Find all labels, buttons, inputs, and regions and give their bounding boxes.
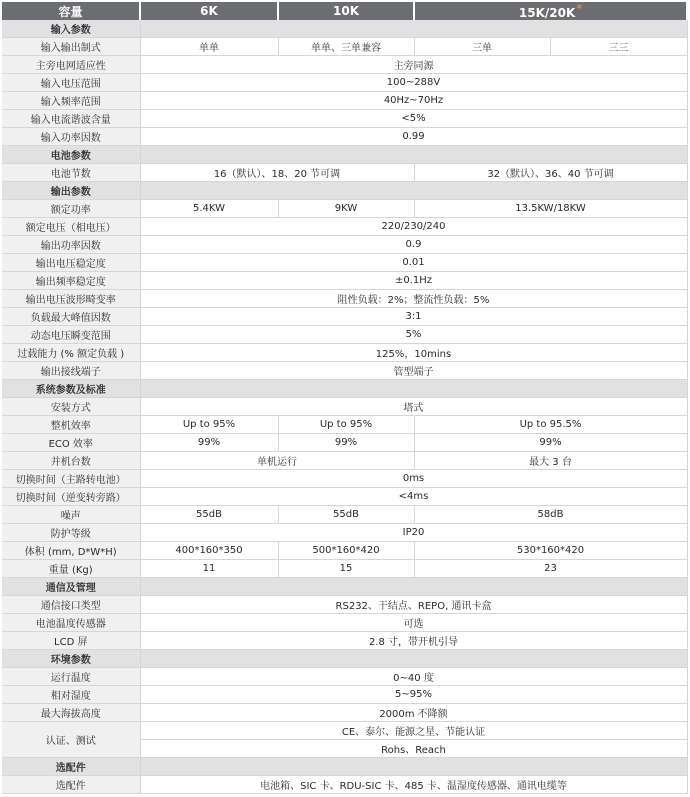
table-row bbox=[2, 614, 687, 632]
section-title-comm: 通信及管理 bbox=[2, 578, 140, 596]
cell-6k: 单单 bbox=[140, 38, 278, 56]
table-row bbox=[2, 686, 687, 704]
table-row bbox=[2, 722, 687, 740]
header-model-10k: 10K bbox=[278, 2, 414, 20]
table-row bbox=[2, 416, 687, 434]
row-label: 额定功率 bbox=[2, 200, 140, 218]
cell-all: 0.9 bbox=[140, 236, 687, 254]
row-label: 防护等级 bbox=[2, 524, 140, 542]
row-label: 并机台数 bbox=[2, 452, 140, 470]
table-row bbox=[2, 74, 687, 92]
row-label: 电池节数 bbox=[2, 164, 140, 182]
row-label: 主旁电网适应性 bbox=[2, 56, 140, 74]
section-options bbox=[2, 758, 687, 776]
table-row bbox=[2, 308, 687, 326]
cell-6k: 99% bbox=[140, 434, 278, 452]
section-title-battery: 电池参数 bbox=[2, 146, 140, 164]
row-label: 输入电流谐波含量 bbox=[2, 110, 140, 128]
table-row bbox=[2, 470, 687, 488]
row-label: 输出电压波形畸变率 bbox=[2, 290, 140, 308]
cell-all: ±0.1Hz bbox=[140, 272, 687, 290]
row-label: 输出功率因数 bbox=[2, 236, 140, 254]
row-label: 动态电压瞬变范围 bbox=[2, 326, 140, 344]
cell-all: 40Hz~70Hz bbox=[140, 92, 687, 110]
row-label: 输出电压稳定度 bbox=[2, 254, 140, 272]
cell-all: 0.99 bbox=[140, 128, 687, 146]
cell-10k: 9KW bbox=[278, 200, 414, 218]
header-model-15k-20k-label: 15K/20K bbox=[518, 6, 576, 20]
table-row bbox=[2, 668, 687, 686]
cell-6k: 55dB bbox=[140, 506, 278, 524]
row-label: 电池温度传感器 bbox=[2, 614, 140, 632]
row-label: 噪声 bbox=[2, 506, 140, 524]
row-label: 选配件 bbox=[2, 776, 140, 794]
table-row bbox=[2, 596, 687, 614]
cell-all: 阻性负载：2%；整流性负载：5% bbox=[140, 290, 687, 308]
table-row bbox=[2, 560, 687, 578]
row-label: 通信接口类型 bbox=[2, 596, 140, 614]
cell-15k-b: 三三 bbox=[550, 38, 687, 56]
cell-15k-a: 三单 bbox=[414, 38, 550, 56]
table-row bbox=[2, 704, 687, 722]
section-system bbox=[2, 380, 687, 398]
header-row bbox=[2, 2, 687, 20]
table-row bbox=[2, 200, 687, 218]
row-label: 认证、测试 bbox=[2, 722, 140, 758]
table-row bbox=[2, 362, 687, 380]
cell-all: 管型端子 bbox=[140, 362, 687, 380]
table-row bbox=[2, 290, 687, 308]
section-title-env: 环境参数 bbox=[2, 650, 140, 668]
cell-all: CE、泰尔、能源之星、节能认证 bbox=[140, 722, 687, 740]
table-row bbox=[2, 164, 687, 182]
table-row bbox=[2, 506, 687, 524]
row-label: 体积 (mm, D*W*H) bbox=[2, 542, 140, 560]
cell-10k: Up to 95% bbox=[278, 416, 414, 434]
table-row bbox=[2, 236, 687, 254]
table-row bbox=[2, 632, 687, 650]
table-row bbox=[2, 344, 687, 362]
row-label: 重量 (Kg) bbox=[2, 560, 140, 578]
row-label: 输入功率因数 bbox=[2, 128, 140, 146]
table-row bbox=[2, 128, 687, 146]
cell-10k: 单单、三单兼容 bbox=[278, 38, 414, 56]
cell-10k: 500*160*420 bbox=[278, 542, 414, 560]
section-title-options: 选配件 bbox=[2, 758, 140, 776]
cell-6k-10k: 16（默认）、18、20 节可调 bbox=[140, 164, 414, 182]
header-capacity: 容量 bbox=[2, 2, 140, 20]
table-row bbox=[2, 434, 687, 452]
cell-all: 2000m 不降额 bbox=[140, 704, 687, 722]
section-comm bbox=[2, 578, 687, 596]
table-row bbox=[2, 776, 687, 794]
row-label: 运行温度 bbox=[2, 668, 140, 686]
table-row bbox=[2, 38, 687, 56]
table-row bbox=[2, 272, 687, 290]
table-row bbox=[2, 524, 687, 542]
row-label: 最大海拔高度 bbox=[2, 704, 140, 722]
cell-all: 100~288V bbox=[140, 74, 687, 92]
row-label: 输入输出制式 bbox=[2, 38, 140, 56]
header-model-6k: 6K bbox=[140, 2, 278, 20]
cell-all: <5% bbox=[140, 110, 687, 128]
cell-10k: 15 bbox=[278, 560, 414, 578]
row-label: ECO 效率 bbox=[2, 434, 140, 452]
table-row bbox=[2, 92, 687, 110]
cell-all: 2.8 寸，带开机引导 bbox=[140, 632, 687, 650]
cell-15k: 23 bbox=[414, 560, 687, 578]
cell-6k: 11 bbox=[140, 560, 278, 578]
section-input bbox=[2, 20, 687, 38]
table-row bbox=[2, 56, 687, 74]
cell-all: 塔式 bbox=[140, 398, 687, 416]
cell-all: IP20 bbox=[140, 524, 687, 542]
cell-all: 125%，10mins bbox=[140, 344, 687, 362]
row-label: 输出接线端子 bbox=[2, 362, 140, 380]
row-label: 输入频率范围 bbox=[2, 92, 140, 110]
cell-6k-10k: 单机运行 bbox=[140, 452, 414, 470]
cell-15k: 最大 3 台 bbox=[414, 452, 687, 470]
spec-table bbox=[2, 2, 688, 794]
table-row bbox=[2, 542, 687, 560]
cell-15k: 32（默认）、36、40 节可调 bbox=[414, 164, 687, 182]
row-label: 整机效率 bbox=[2, 416, 140, 434]
section-battery bbox=[2, 146, 687, 164]
cell-all: 可选 bbox=[140, 614, 687, 632]
cell-all: RS232、干结点、REPO, 通讯卡盒 bbox=[140, 596, 687, 614]
table-row bbox=[2, 452, 687, 470]
row-label: 负载最大峰值因数 bbox=[2, 308, 140, 326]
row-label: 输入电压范围 bbox=[2, 74, 140, 92]
table-row bbox=[2, 398, 687, 416]
table-row bbox=[2, 488, 687, 506]
cell-all: 5~95% bbox=[140, 686, 687, 704]
section-title-output: 输出参数 bbox=[2, 182, 140, 200]
cell-6k: 400*160*350 bbox=[140, 542, 278, 560]
cell-all: 0~40 度 bbox=[140, 668, 687, 686]
cell-all: 3:1 bbox=[140, 308, 687, 326]
row-label: 额定电压（相电压） bbox=[2, 218, 140, 236]
cell-all: <4ms bbox=[140, 488, 687, 506]
cell-all: 0.01 bbox=[140, 254, 687, 272]
header-model-15k-20k bbox=[414, 2, 687, 20]
cell-all: Rohs、Reach bbox=[140, 740, 687, 758]
row-label: 过载能力 (% 额定负载 ) bbox=[2, 344, 140, 362]
row-label: 切换时间（逆变转旁路） bbox=[2, 488, 140, 506]
section-title-input: 输入参数 bbox=[2, 20, 140, 38]
section-output bbox=[2, 182, 687, 200]
cell-15k: 99% bbox=[414, 434, 687, 452]
row-label: 输出频率稳定度 bbox=[2, 272, 140, 290]
cell-15k: 13.5KW/18KW bbox=[414, 200, 687, 218]
cell-10k: 99% bbox=[278, 434, 414, 452]
cell-10k: 55dB bbox=[278, 506, 414, 524]
cell-all: 220/230/240 bbox=[140, 218, 687, 236]
row-label: LCD 屏 bbox=[2, 632, 140, 650]
table-row bbox=[2, 110, 687, 128]
cell-15k: 58dB bbox=[414, 506, 687, 524]
cell-all: 电池箱、SIC 卡、RDU-SIC 卡、485 卡、温湿度传感器、通讯电缆等 bbox=[140, 776, 687, 794]
cell-all: 5% bbox=[140, 326, 687, 344]
table-row bbox=[2, 254, 687, 272]
note-star: * bbox=[576, 2, 583, 15]
cell-all: 0ms bbox=[140, 470, 687, 488]
row-label: 相对湿度 bbox=[2, 686, 140, 704]
cell-all: 主旁同源 bbox=[140, 56, 687, 74]
table-row bbox=[2, 326, 687, 344]
cell-15k: 530*160*420 bbox=[414, 542, 687, 560]
section-env bbox=[2, 650, 687, 668]
section-title-system: 系统参数及标准 bbox=[2, 380, 140, 398]
cell-6k: Up to 95% bbox=[140, 416, 278, 434]
cell-15k: Up to 95.5% bbox=[414, 416, 687, 434]
table-row bbox=[2, 218, 687, 236]
cell-6k: 5.4KW bbox=[140, 200, 278, 218]
row-label: 切换时间（主路转电池） bbox=[2, 470, 140, 488]
row-label: 安装方式 bbox=[2, 398, 140, 416]
